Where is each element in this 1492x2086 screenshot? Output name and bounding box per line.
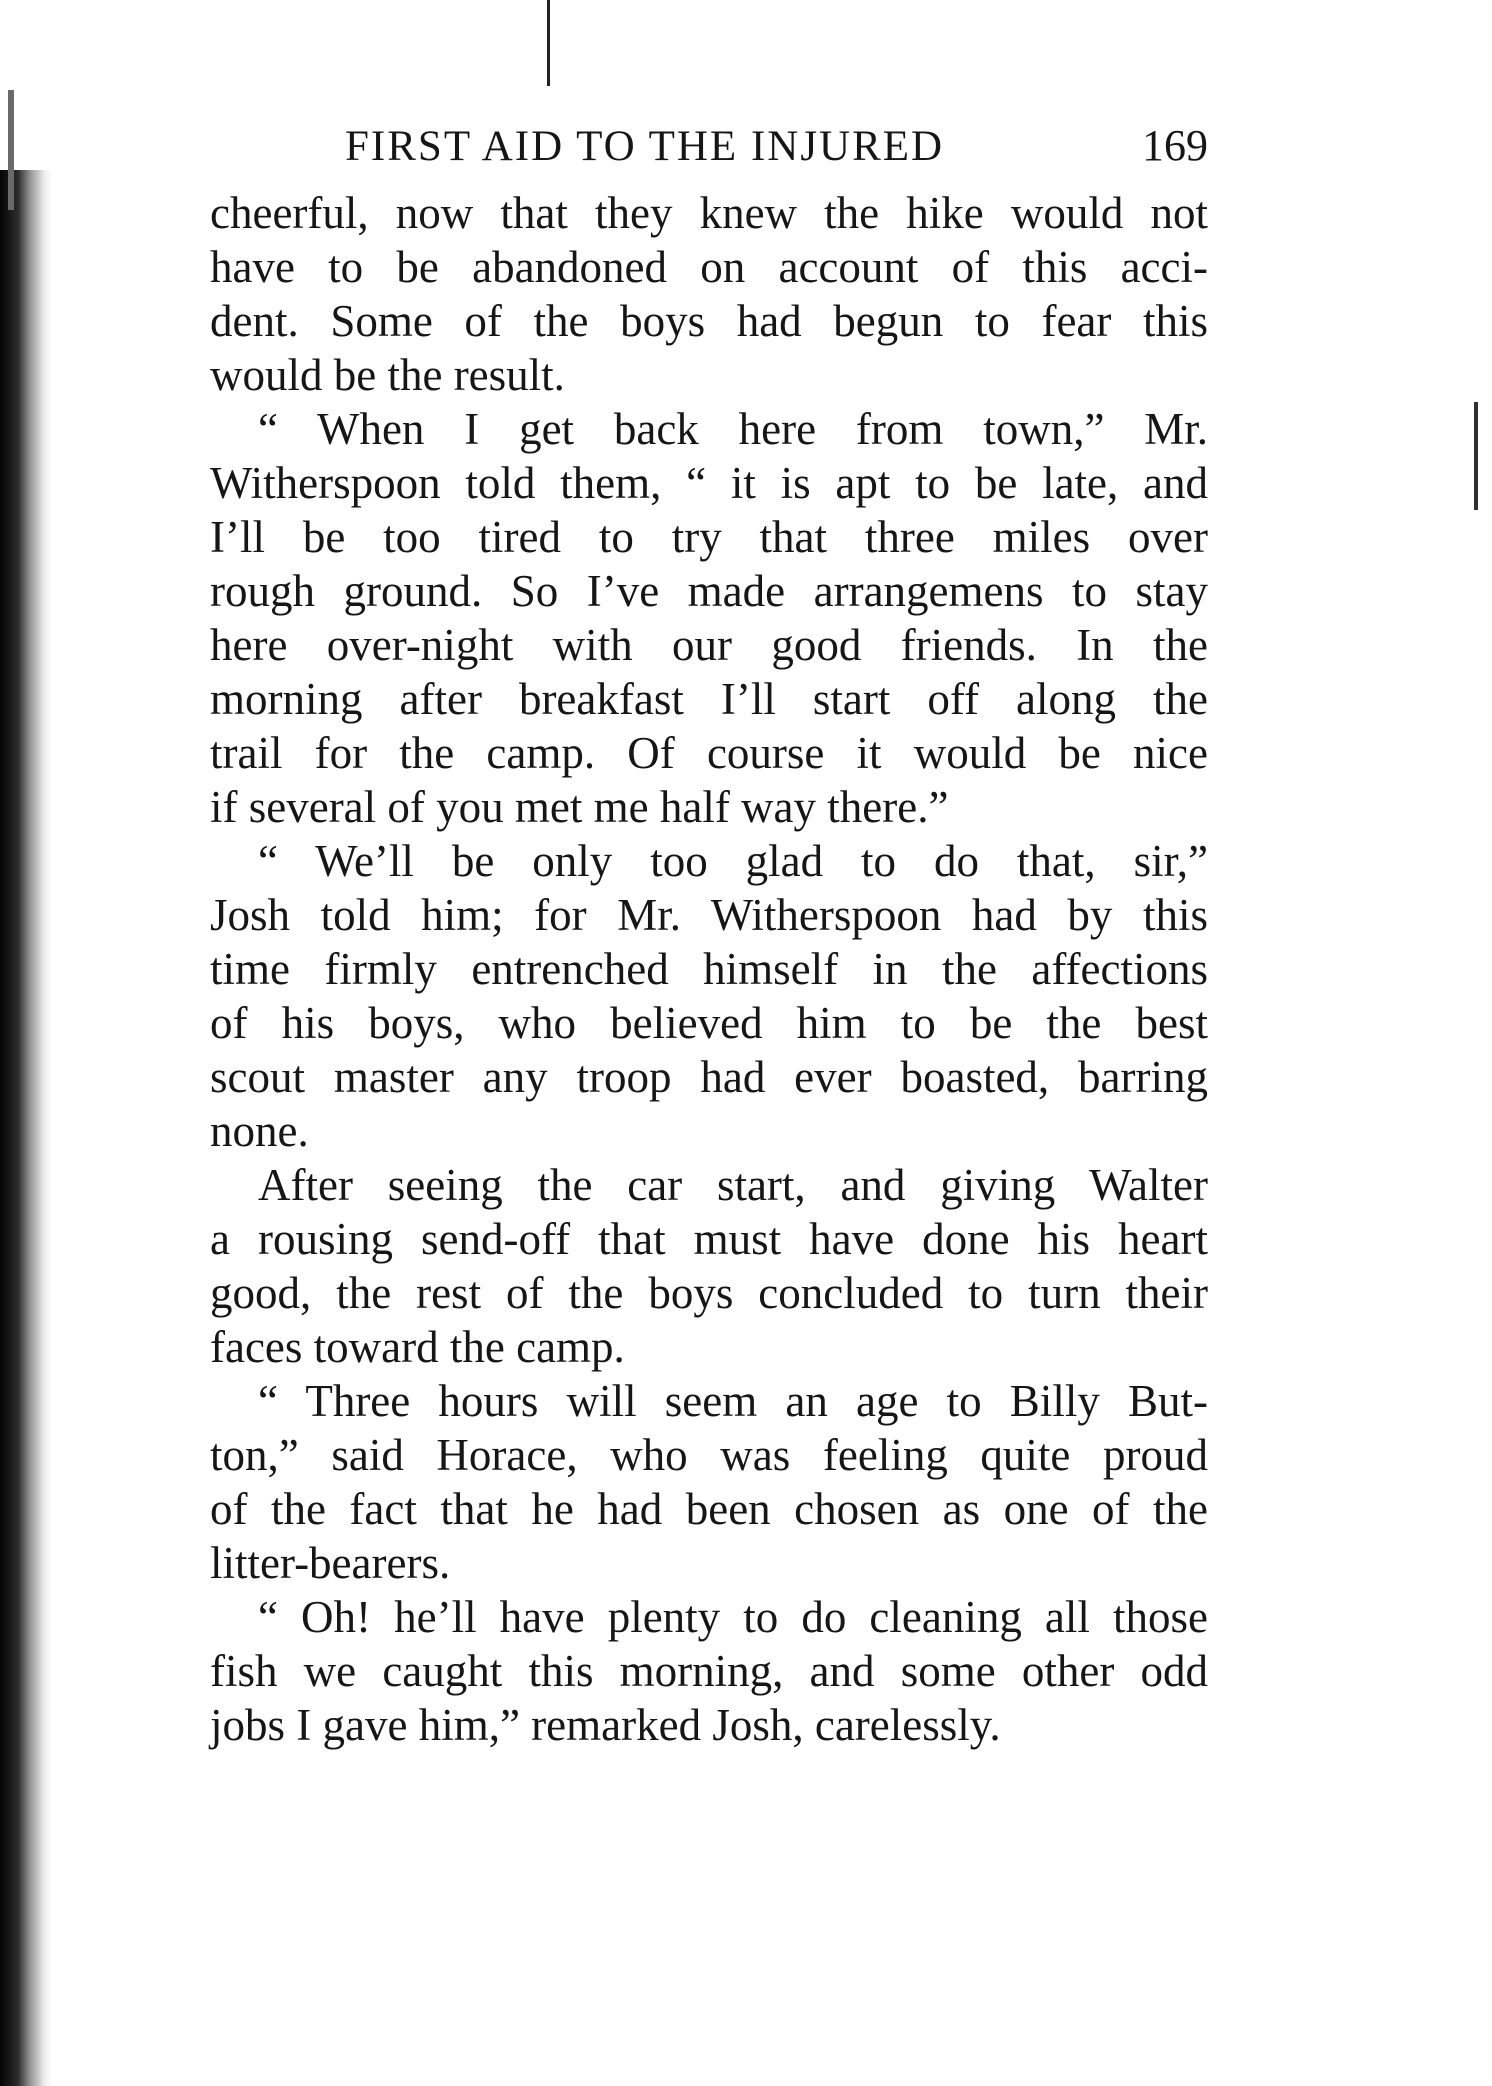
text-line: would be the result. bbox=[210, 350, 565, 400]
text-line: After seeing the car start, and giving Walter bbox=[258, 1160, 1208, 1210]
text-line: of the fact that he had been chosen as one of the bbox=[210, 1484, 1208, 1534]
text-line: have to be abandoned on account of this acci- bbox=[210, 242, 1208, 292]
text-line: “ Oh! he’ll have plenty to do cleaning all those bbox=[258, 1592, 1208, 1642]
text-line: if several of you met me half way there.” bbox=[210, 782, 949, 832]
binding-gutter-mark bbox=[8, 90, 14, 210]
text-line: here over-night with our good friends. In the bbox=[210, 620, 1208, 670]
text-line: “ When I get back here from town,” Mr. bbox=[258, 404, 1208, 454]
text-line: good, the rest of the boys concluded to turn their bbox=[210, 1268, 1208, 1318]
text-line: time firmly entrenched himself in the affections bbox=[210, 944, 1208, 994]
page-number: 169 bbox=[1142, 121, 1208, 170]
running-head-title: FIRST AID TO THE INJURED bbox=[345, 123, 945, 170]
scan-mark-top bbox=[547, 0, 550, 86]
text-line: ton,” said Horace, who was feeling quite proud bbox=[210, 1430, 1208, 1480]
text-line: morning after breakfast I’ll start off along the bbox=[210, 674, 1208, 724]
binding-gutter-shadow bbox=[0, 170, 52, 2086]
scan-mark-right bbox=[1474, 402, 1478, 510]
text-line: jobs I gave him,” remarked Josh, carelessly. bbox=[210, 1700, 1001, 1750]
text-line: “ Three hours will seem an age to Billy But- bbox=[258, 1376, 1208, 1426]
text-line: dent. Some of the boys had begun to fear this bbox=[210, 296, 1208, 346]
text-line: fish we caught this morning, and some other odd bbox=[210, 1646, 1208, 1696]
body-text bbox=[210, 186, 1208, 1752]
text-line: a rousing send-off that must have done his heart bbox=[210, 1214, 1208, 1264]
text-line: litter-bearers. bbox=[210, 1538, 451, 1588]
text-line: rough ground. So I’ve made arrangemens to stay bbox=[210, 566, 1208, 616]
text-line: Josh told him; for Mr. Witherspoon had by this bbox=[210, 890, 1208, 940]
text-line: of his boys, who believed him to be the best bbox=[210, 998, 1208, 1048]
text-line: trail for the camp. Of course it would be nice bbox=[210, 728, 1208, 778]
text-line: Witherspoon told them, “ it is apt to be late, and bbox=[210, 458, 1208, 508]
text-line: faces toward the camp. bbox=[210, 1322, 625, 1372]
book-page bbox=[210, 112, 1208, 1752]
text-line: “ We’ll be only too glad to do that, sir,” bbox=[258, 836, 1208, 886]
text-line: scout master any troop had ever boasted, barring bbox=[210, 1052, 1208, 1102]
text-line: I’ll be too tired to try that three miles over bbox=[210, 512, 1208, 562]
text-line: none. bbox=[210, 1106, 309, 1156]
text-line: cheerful, now that they knew the hike would not bbox=[210, 188, 1208, 238]
running-head bbox=[210, 112, 1208, 180]
